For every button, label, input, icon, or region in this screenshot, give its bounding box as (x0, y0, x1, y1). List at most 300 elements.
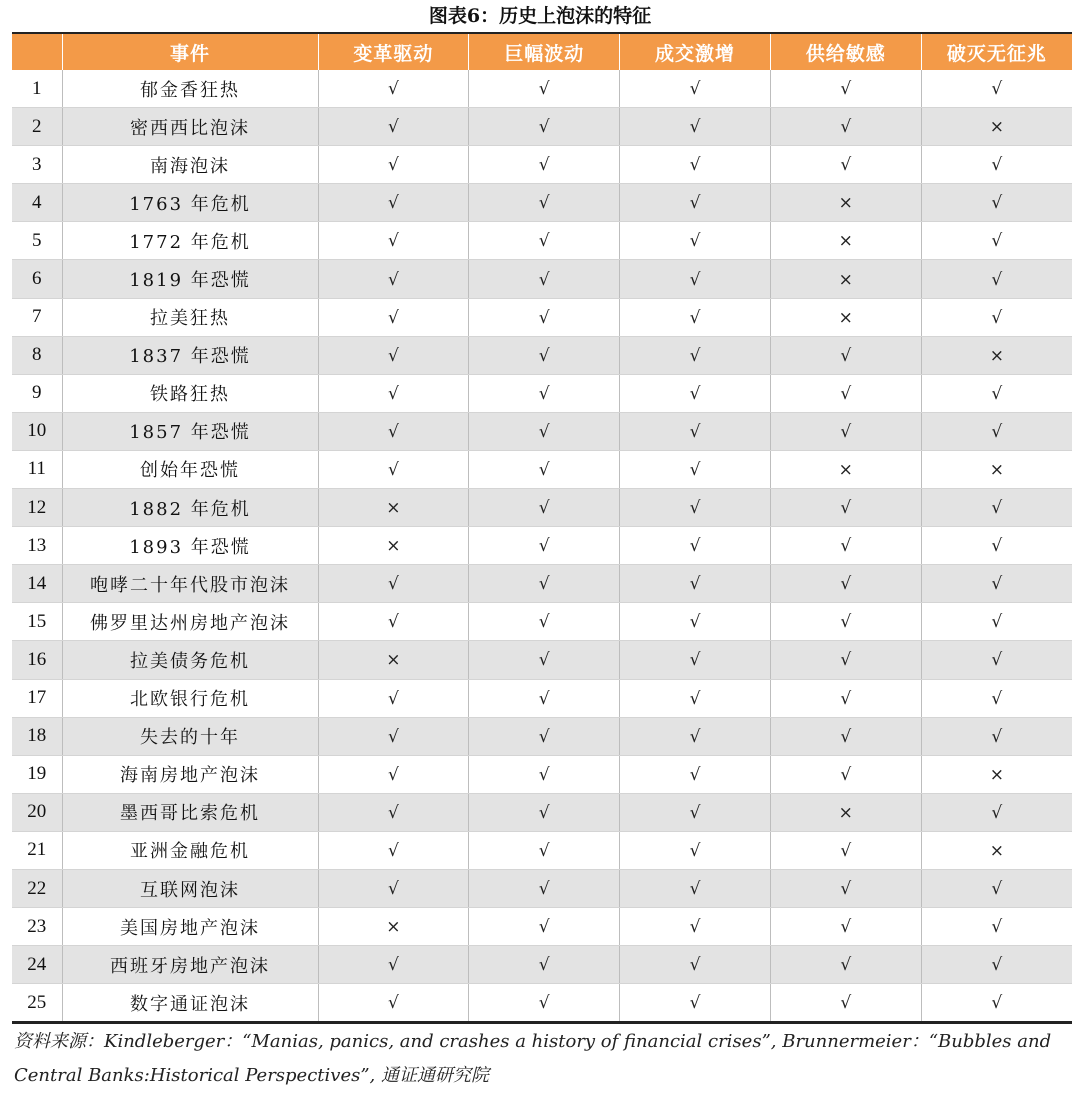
table-row (12, 908, 1072, 946)
mark-cell (318, 603, 469, 641)
check-mark-icon: √ (991, 993, 1003, 1014)
check-mark-icon: √ (538, 307, 550, 328)
source-note (14, 1025, 1070, 1093)
mark-cell (620, 755, 771, 793)
row-number: 25 (12, 984, 62, 1023)
check-mark-icon: √ (991, 79, 1003, 100)
mark-cell (318, 184, 469, 222)
mark-cell (921, 70, 1072, 108)
check-mark-icon: √ (538, 536, 550, 557)
cross-mark-icon: × (838, 231, 853, 252)
table-row (12, 565, 1072, 603)
cross-mark-icon: × (989, 345, 1004, 366)
row-number: 12 (12, 489, 62, 527)
mark-cell (469, 184, 620, 222)
check-mark-icon: √ (689, 650, 701, 671)
check-mark-icon: √ (538, 840, 550, 861)
mark-cell (770, 222, 921, 260)
check-mark-icon: √ (689, 688, 701, 709)
mark-cell (620, 450, 771, 488)
check-mark-icon: √ (689, 879, 701, 900)
mark-cell (921, 260, 1072, 298)
check-mark-icon: √ (689, 612, 701, 633)
check-mark-icon: √ (840, 421, 852, 442)
mark-cell (620, 527, 771, 565)
event-name: 南海泡沫 (62, 146, 318, 184)
mark-cell (921, 298, 1072, 336)
check-mark-icon: √ (538, 688, 550, 709)
check-mark-icon: √ (689, 726, 701, 747)
check-mark-icon: √ (840, 650, 852, 671)
check-mark-icon: √ (387, 459, 399, 480)
event-name: 美国房地产泡沫 (62, 908, 318, 946)
mark-cell (921, 450, 1072, 488)
event-name: 创始年恐慌 (62, 450, 318, 488)
mark-cell (620, 717, 771, 755)
check-mark-icon: √ (840, 574, 852, 595)
cross-mark-icon: × (989, 764, 1004, 785)
mark-cell (921, 755, 1072, 793)
mark-cell (620, 70, 771, 108)
check-mark-icon: √ (387, 79, 399, 100)
check-mark-icon: √ (538, 726, 550, 747)
mark-cell (921, 641, 1072, 679)
mark-cell (620, 412, 771, 450)
mark-cell (469, 412, 620, 450)
check-mark-icon: √ (387, 231, 399, 252)
mark-cell (921, 222, 1072, 260)
cross-mark-icon: × (838, 307, 853, 328)
mark-cell (620, 108, 771, 146)
table-row (12, 603, 1072, 641)
mark-cell (318, 374, 469, 412)
mark-cell (620, 908, 771, 946)
check-mark-icon: √ (538, 650, 550, 671)
check-mark-icon: √ (991, 231, 1003, 252)
table-row (12, 831, 1072, 869)
mark-cell (469, 108, 620, 146)
cross-mark-icon: × (989, 117, 1004, 138)
check-mark-icon: √ (689, 345, 701, 366)
check-mark-icon: √ (387, 117, 399, 138)
check-mark-icon: √ (689, 536, 701, 557)
check-mark-icon: √ (991, 917, 1003, 938)
row-number: 22 (12, 869, 62, 907)
mark-cell (318, 908, 469, 946)
check-mark-icon: √ (538, 574, 550, 595)
mark-cell (469, 755, 620, 793)
cross-mark-icon: × (386, 536, 401, 557)
header-cell-change-driven: 变革驱动 (318, 33, 469, 70)
mark-cell (469, 298, 620, 336)
table-row (12, 70, 1072, 108)
mark-cell (620, 831, 771, 869)
mark-cell (620, 146, 771, 184)
mark-cell (318, 527, 469, 565)
mark-cell (318, 793, 469, 831)
mark-cell (921, 565, 1072, 603)
mark-cell (770, 946, 921, 984)
check-mark-icon: √ (689, 802, 701, 823)
mark-cell (318, 108, 469, 146)
table-row (12, 984, 1072, 1023)
mark-cell (318, 146, 469, 184)
check-mark-icon: √ (991, 955, 1003, 976)
check-mark-icon: √ (689, 764, 701, 785)
check-mark-icon: √ (387, 840, 399, 861)
mark-cell (620, 869, 771, 907)
header-cell-event: 事件 (62, 33, 318, 70)
mark-cell (318, 412, 469, 450)
mark-cell (770, 755, 921, 793)
table-row (12, 336, 1072, 374)
check-mark-icon: √ (991, 269, 1003, 290)
mark-cell (620, 298, 771, 336)
event-name: 1857 年恐慌 (62, 412, 318, 450)
check-mark-icon: √ (689, 955, 701, 976)
mark-cell (469, 603, 620, 641)
check-mark-icon: √ (840, 383, 852, 404)
mark-cell (318, 641, 469, 679)
mark-cell (318, 831, 469, 869)
mark-cell (318, 717, 469, 755)
mark-cell (921, 984, 1072, 1023)
check-mark-icon: √ (538, 764, 550, 785)
row-number: 6 (12, 260, 62, 298)
event-name: 北欧银行危机 (62, 679, 318, 717)
mark-cell (921, 908, 1072, 946)
mark-cell (770, 984, 921, 1023)
mark-cell (620, 946, 771, 984)
mark-cell (620, 374, 771, 412)
mark-cell (469, 717, 620, 755)
mark-cell (318, 869, 469, 907)
check-mark-icon: √ (991, 574, 1003, 595)
mark-cell (921, 869, 1072, 907)
mark-cell (921, 946, 1072, 984)
check-mark-icon: √ (538, 421, 550, 442)
check-mark-icon: √ (840, 117, 852, 138)
check-mark-icon: √ (538, 879, 550, 900)
check-mark-icon: √ (991, 421, 1003, 442)
table-body (12, 70, 1072, 1023)
event-name: 佛罗里达州房地产泡沫 (62, 603, 318, 641)
check-mark-icon: √ (387, 726, 399, 747)
row-number: 11 (12, 450, 62, 488)
check-mark-icon: √ (991, 498, 1003, 519)
row-number: 10 (12, 412, 62, 450)
table-row (12, 450, 1072, 488)
mark-cell (469, 146, 620, 184)
header-cell-supply-sensitive: 供给敏感 (770, 33, 921, 70)
mark-cell (620, 793, 771, 831)
check-mark-icon: √ (538, 117, 550, 138)
check-mark-icon: √ (387, 383, 399, 404)
check-mark-icon: √ (840, 536, 852, 557)
table-row (12, 869, 1072, 907)
mark-cell (770, 450, 921, 488)
event-name: 互联网泡沫 (62, 869, 318, 907)
cross-mark-icon: × (386, 650, 401, 671)
cross-mark-icon: × (386, 917, 401, 938)
mark-cell (921, 412, 1072, 450)
row-number: 21 (12, 831, 62, 869)
check-mark-icon: √ (840, 155, 852, 176)
check-mark-icon: √ (689, 79, 701, 100)
mark-cell (770, 869, 921, 907)
mark-cell (469, 641, 620, 679)
mark-cell (921, 793, 1072, 831)
event-name: 1763 年危机 (62, 184, 318, 222)
figure-title: 图表6：历史上泡沫的特征 (428, 5, 652, 27)
check-mark-icon: √ (840, 726, 852, 747)
check-mark-icon: √ (538, 993, 550, 1014)
check-mark-icon: √ (840, 345, 852, 366)
check-mark-icon: √ (840, 879, 852, 900)
check-mark-icon: √ (689, 840, 701, 861)
cross-mark-icon: × (989, 459, 1004, 480)
table-row (12, 108, 1072, 146)
check-mark-icon: √ (538, 802, 550, 823)
mark-cell (318, 565, 469, 603)
check-mark-icon: √ (840, 917, 852, 938)
check-mark-icon: √ (689, 993, 701, 1014)
check-mark-icon: √ (387, 993, 399, 1014)
check-mark-icon: √ (538, 155, 550, 176)
event-name: 密西西比泡沫 (62, 108, 318, 146)
event-name: 1819 年恐慌 (62, 260, 318, 298)
check-mark-icon: √ (689, 307, 701, 328)
mark-cell (318, 260, 469, 298)
event-name: 失去的十年 (62, 717, 318, 755)
row-number: 15 (12, 603, 62, 641)
mark-cell (921, 527, 1072, 565)
source-line-1: 资料来源：Kindleberger：“Manias, panics, and crashes a history of financial crises”, Brunnermeier：“Bubbles and (14, 1031, 1052, 1052)
check-mark-icon: √ (840, 688, 852, 709)
event-name: 铁路狂热 (62, 374, 318, 412)
mark-cell (770, 793, 921, 831)
mark-cell (469, 527, 620, 565)
mark-cell (770, 108, 921, 146)
mark-cell (770, 489, 921, 527)
mark-cell (620, 489, 771, 527)
table-row (12, 184, 1072, 222)
event-name: 墨西哥比索危机 (62, 793, 318, 831)
event-name: 海南房地产泡沫 (62, 755, 318, 793)
row-number: 13 (12, 527, 62, 565)
mark-cell (318, 70, 469, 108)
check-mark-icon: √ (387, 421, 399, 442)
check-mark-icon: √ (689, 421, 701, 442)
cross-mark-icon: × (838, 802, 853, 823)
mark-cell (469, 565, 620, 603)
cross-mark-icon: × (838, 459, 853, 480)
check-mark-icon: √ (689, 574, 701, 595)
row-number: 23 (12, 908, 62, 946)
check-mark-icon: √ (538, 498, 550, 519)
event-name: 数字通证泡沫 (62, 984, 318, 1023)
row-number: 16 (12, 641, 62, 679)
table-row (12, 260, 1072, 298)
mark-cell (318, 679, 469, 717)
table-row (12, 374, 1072, 412)
check-mark-icon: √ (991, 688, 1003, 709)
check-mark-icon: √ (991, 650, 1003, 671)
mark-cell (770, 831, 921, 869)
data-table (12, 32, 1072, 1024)
check-mark-icon: √ (991, 155, 1003, 176)
mark-cell (770, 527, 921, 565)
check-mark-icon: √ (840, 79, 852, 100)
header-cell-volatility: 巨幅波动 (469, 33, 620, 70)
check-mark-icon: √ (689, 155, 701, 176)
check-mark-icon: √ (991, 307, 1003, 328)
table-row (12, 641, 1072, 679)
row-number: 20 (12, 793, 62, 831)
cross-mark-icon: × (838, 269, 853, 290)
mark-cell (469, 869, 620, 907)
row-number: 2 (12, 108, 62, 146)
check-mark-icon: √ (840, 764, 852, 785)
check-mark-icon: √ (538, 955, 550, 976)
mark-cell (469, 450, 620, 488)
check-mark-icon: √ (840, 840, 852, 861)
event-name: 亚洲金融危机 (62, 831, 318, 869)
cross-mark-icon: × (838, 193, 853, 214)
mark-cell (620, 984, 771, 1023)
mark-cell (318, 755, 469, 793)
check-mark-icon: √ (840, 498, 852, 519)
header-cell-volume-surge: 成交激增 (620, 33, 771, 70)
mark-cell (770, 679, 921, 717)
event-name: 西班牙房地产泡沫 (62, 946, 318, 984)
check-mark-icon: √ (387, 307, 399, 328)
mark-cell (620, 565, 771, 603)
mark-cell (921, 146, 1072, 184)
event-name: 1837 年恐慌 (62, 336, 318, 374)
mark-cell (469, 793, 620, 831)
row-number: 4 (12, 184, 62, 222)
mark-cell (770, 412, 921, 450)
mark-cell (469, 908, 620, 946)
mark-cell (620, 184, 771, 222)
check-mark-icon: √ (538, 383, 550, 404)
mark-cell (770, 336, 921, 374)
check-mark-icon: √ (991, 193, 1003, 214)
bubble-characteristics-table (12, 32, 1072, 1024)
mark-cell (318, 298, 469, 336)
table-row (12, 946, 1072, 984)
check-mark-icon: √ (538, 459, 550, 480)
header-cell-no (12, 33, 62, 70)
header-row (12, 33, 1072, 70)
check-mark-icon: √ (538, 612, 550, 633)
mark-cell (770, 184, 921, 222)
table-row (12, 679, 1072, 717)
row-number: 19 (12, 755, 62, 793)
row-number: 18 (12, 717, 62, 755)
row-number: 24 (12, 946, 62, 984)
check-mark-icon: √ (538, 193, 550, 214)
check-mark-icon: √ (387, 764, 399, 785)
event-name: 1893 年恐慌 (62, 527, 318, 565)
check-mark-icon: √ (840, 612, 852, 633)
mark-cell (620, 679, 771, 717)
check-mark-icon: √ (387, 612, 399, 633)
check-mark-icon: √ (387, 688, 399, 709)
mark-cell (469, 946, 620, 984)
mark-cell (770, 641, 921, 679)
table-row (12, 527, 1072, 565)
mark-cell (469, 679, 620, 717)
row-number: 3 (12, 146, 62, 184)
check-mark-icon: √ (689, 231, 701, 252)
mark-cell (469, 374, 620, 412)
mark-cell (770, 565, 921, 603)
table-row (12, 222, 1072, 260)
check-mark-icon: √ (689, 193, 701, 214)
table-row (12, 298, 1072, 336)
check-mark-icon: √ (538, 79, 550, 100)
row-number: 1 (12, 70, 62, 108)
row-number: 8 (12, 336, 62, 374)
event-name: 拉美狂热 (62, 298, 318, 336)
event-name: 1882 年危机 (62, 489, 318, 527)
check-mark-icon: √ (538, 231, 550, 252)
mark-cell (770, 908, 921, 946)
check-mark-icon: √ (387, 574, 399, 595)
check-mark-icon: √ (689, 498, 701, 519)
mark-cell (921, 108, 1072, 146)
mark-cell (770, 70, 921, 108)
event-name: 1772 年危机 (62, 222, 318, 260)
event-name: 咆哮二十年代股市泡沫 (62, 565, 318, 603)
mark-cell (469, 984, 620, 1023)
check-mark-icon: √ (991, 879, 1003, 900)
check-mark-icon: √ (991, 383, 1003, 404)
check-mark-icon: √ (991, 802, 1003, 823)
mark-cell (469, 831, 620, 869)
check-mark-icon: √ (689, 459, 701, 480)
mark-cell (469, 222, 620, 260)
check-mark-icon: √ (689, 383, 701, 404)
check-mark-icon: √ (991, 612, 1003, 633)
cross-mark-icon: × (989, 840, 1004, 861)
mark-cell (469, 489, 620, 527)
mark-cell (620, 222, 771, 260)
mark-cell (770, 298, 921, 336)
mark-cell (921, 717, 1072, 755)
mark-cell (318, 336, 469, 374)
check-mark-icon: √ (387, 955, 399, 976)
mark-cell (921, 374, 1072, 412)
mark-cell (469, 336, 620, 374)
mark-cell (318, 984, 469, 1023)
table-row (12, 717, 1072, 755)
mark-cell (620, 260, 771, 298)
check-mark-icon: √ (689, 269, 701, 290)
event-name: 拉美债务危机 (62, 641, 318, 679)
row-number: 7 (12, 298, 62, 336)
check-mark-icon: √ (387, 879, 399, 900)
check-mark-icon: √ (538, 269, 550, 290)
table-row (12, 755, 1072, 793)
header-cell-no-warning: 破灭无征兆 (921, 33, 1072, 70)
mark-cell (620, 603, 771, 641)
mark-cell (318, 450, 469, 488)
check-mark-icon: √ (689, 917, 701, 938)
mark-cell (921, 336, 1072, 374)
